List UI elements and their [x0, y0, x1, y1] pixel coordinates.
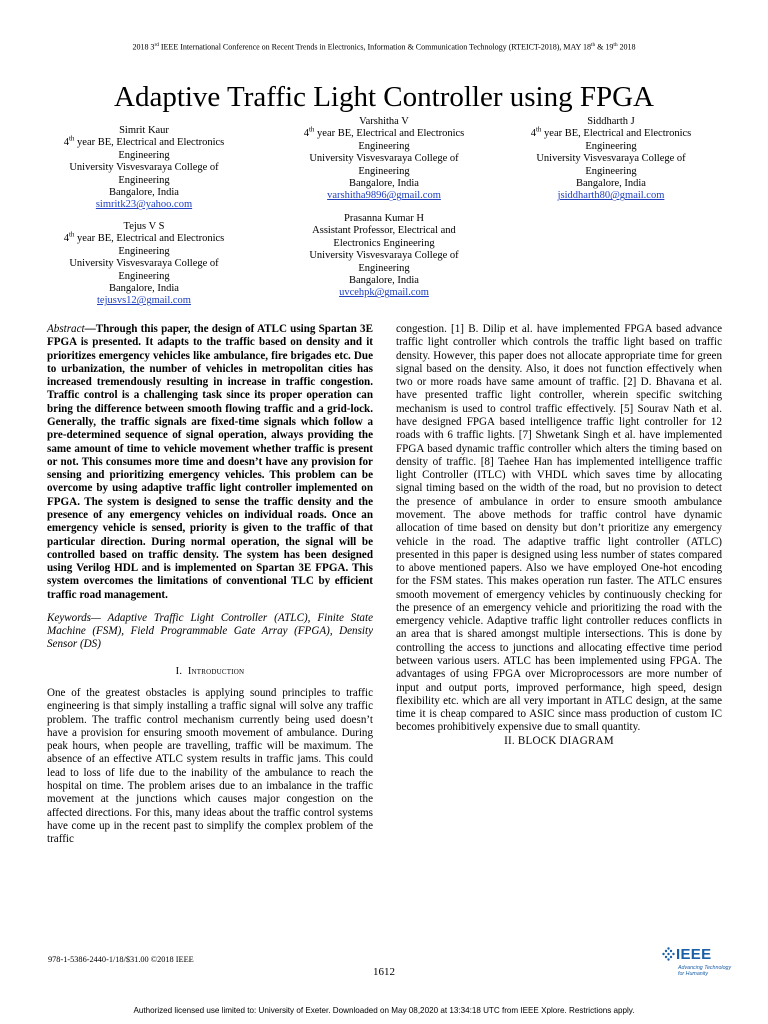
section-heading-introduction: I. Introduction	[175, 665, 245, 677]
ieee-diamond-icon	[662, 947, 675, 961]
author-affiliation: 4th year BE, Electrical and Electronics	[63, 230, 225, 245]
author-block-4: Tejus V S 4th year BE, Electrical and Electronics Engineering University Visvesvaraya College of Engineering Bangalore, India tejusvs12@gmail.com	[30, 221, 258, 308]
conference-header: 2018 3rd IEEE International Conference on Recent Trends in Electronics, Information & Communication Technology (RTEICT-2018), MAY 18th & 19th 2018	[132, 42, 636, 52]
paper-title: Adaptive Traffic Light Controller using FPGA	[114, 81, 654, 113]
author-affiliation: 4th year BE, Electrical and Electronics	[63, 134, 225, 149]
author-affiliation: Assistant Professor, Electrical and	[312, 225, 456, 237]
keywords: Keywords— Adaptive Traffic Light Controller (ATLC), Finite State Machine (FSM), Field Programmable Gate Array (FPGA), Density Sensor (DS)	[47, 611, 373, 651]
author-email-link[interactable]: simritk23@yahoo.com	[95, 199, 193, 211]
author-email-link[interactable]: uvcehpk@gmail.com	[339, 287, 429, 299]
abstract-lead: Abstract	[47, 323, 85, 335]
author-affiliation: 4th year BE, Electrical and Electronics	[303, 125, 465, 140]
author-block-2: Varshitha V 4th year BE, Electrical and Electronics Engineering University Visvesvaraya College of Engineering Bangalore, India varshitha9896@gmail.com	[270, 116, 498, 203]
page-number: 1612	[373, 966, 395, 978]
introduction-text: One of the greatest obstacles is applying sound principles to traffic engineering is that simply installing a traffic signal will solve any traffic problem. The traffic control mechanism currently being used doesn’t have a provision for ensuring smooth movement of ambulance. During peak hours, when people are travelling, traffic will be maximum. The absence of an effective ATLC system results in traffic jams. This could lead to loss of life due to the inability of the ambulance to reach the hospital on time. The problem arises due to an imbalance in the traffic movement at the junctions which causes major congestion on the affected directions. For this, many ideas about the traffic control systems have come up in the recent past to simplify the complex problem of the traffic	[47, 687, 373, 846]
abstract-body: —Through this paper, the design of ATLC using Spartan 3E FPGA is presented. It adapts to the traffic based on density and it prioritizes emergency vehicles like ambulance, fire brigades etc. Due to urbanization, the number of vehicles in metropolitan cities has increased tremendously resulting in increase in traffic congestion. Traffic control is a challenging task since its proper operation can bring the difference between smooth flowing traffic and a grid-lock. Generally, the traffic signals are fixed-time signals which follow a pre-determined sequence of signal operation, always providing the same amount of time to vehicle movement whether traffic is present or not. This consumes more time and doesn’t have any provision for sensing and prioritizing emergency vehicles. This problem can be overcome by using adaptive traffic light controller implemented on FPGA. The system is designed to sense the traffic density and the presence of any emergency vehicles on individual roads. Once an emergency vehicle is sensed, priority is given to the traffic of that particular direction. During normal operation, the signal will be controlled based on traffic density. The system has been designed using Verilog HDL and is implemented on Spartan 3E FPGA. This system overcomes the limitations of conventional TLC by efficient traffic road management.	[47, 323, 373, 601]
section-heading-block-diagram: II. BLOCK DIAGRAM	[504, 734, 614, 747]
author-block-3: Siddharth J 4th year BE, Electrical and Electronics Engineering University Visvesvaraya College of Engineering Bangalore, India jsiddharth80@gmail.com	[497, 116, 725, 203]
author-email-link[interactable]: varshitha9896@gmail.com	[327, 190, 441, 202]
author-name: Simrit Kaur	[119, 125, 169, 136]
author-name: Siddharth J	[587, 116, 635, 127]
ieee-logo	[662, 946, 732, 986]
author-email-link[interactable]: jsiddharth80@gmail.com	[557, 190, 665, 202]
related-work-text: congestion. [1] B. Dilip et al. have implemented FPGA based advance traffic light controller which controls the traffic light based on traffic density. However, this paper does not allocate appropriate time for green signal based on the density. Also, it does not function effectively when two or more roads have same amount of traffic. [2] D. Bhavana et al. have presented traffic light controller, wherein specific switching mechanism is used to control traffic effectively. [5] Sourav Nath et al. have designed FPGA based intelligence traffic light controller for 12 roads with 6 traffic lights. [7] Shwetank Singh et al. have implemented FPGA based dynamic traffic controller which alters the timing based on density of traffic. [8] Taehee Han has implemented intelligence traffic light Controller (ITLC) with VHDL which saves time by allocating signal timing based on the width of the road, but no provision to detect the presence of ambulance in order to ensure smooth ambulance movement. The above methods for traffic control have dynamic allocation of time based on density but don’t prioritize any emergency vehicle in the road. The adaptive traffic light controller (ATLC) presented in this paper is designed using less number of states compared to above mentioned papers. Also we have employed One-hot encoding for the FSM states. This makes operation run faster. The ATLC ensures smooth movement of emergency vehicles by continuously checking for the presence of an emergency vehicle and prioritizing the road with the emergency vehicle. Adaptive traffic light controller reduces conflicts in an area that is shared amongst multiple intersections. This is done by controlling the access to junctions and allocating effective time period between various users. ATLC has been implemented using FPGA. The advantages of using FPGA over Microprocessors are more number of input and output ports, improved performance, high speed, design flexibility etc. which are all very important in ATLC design, at the same time it is cheap compared to ASIC since mass production of custom IC becomes prohibitively expensive due to small quantity.	[396, 323, 722, 734]
author-name: Tejus V S	[123, 221, 165, 232]
left-column	[47, 323, 373, 846]
isbn-footer: 978-1-5386-2440-1/18/$31.00 ©2018 IEEE	[48, 955, 194, 964]
author-affiliation: 4th year BE, Electrical and Electronics	[530, 125, 692, 140]
author-email-link[interactable]: tejusvs12@gmail.com	[97, 295, 191, 307]
license-notice: Authorized licensed use limited to: University of Exeter. Downloaded on May 08,2020 at 13:34:18 UTC from IEEE Xplore. Restrictions apply.	[133, 1006, 635, 1015]
author-block-1: Simrit Kaur 4th year BE, Electrical and Electronics Engineering University Visvesvaraya College of Engineering Bangalore, India simritk23@yahoo.com	[30, 125, 258, 212]
ieee-tagline: Advancing Technology for Humanity	[678, 965, 732, 977]
author-name: Varshitha V	[359, 116, 409, 127]
author-block-5: Prasanna Kumar H Assistant Professor, Electrical and Electronics Engineering University Visvesvaraya College of Engineering Bangalore, India uvcehpk@gmail.com	[270, 213, 498, 300]
right-column	[396, 323, 722, 748]
ieee-wordmark: IEEE	[676, 946, 712, 963]
abstract	[47, 323, 373, 602]
author-name: Prasanna Kumar H	[344, 213, 424, 224]
